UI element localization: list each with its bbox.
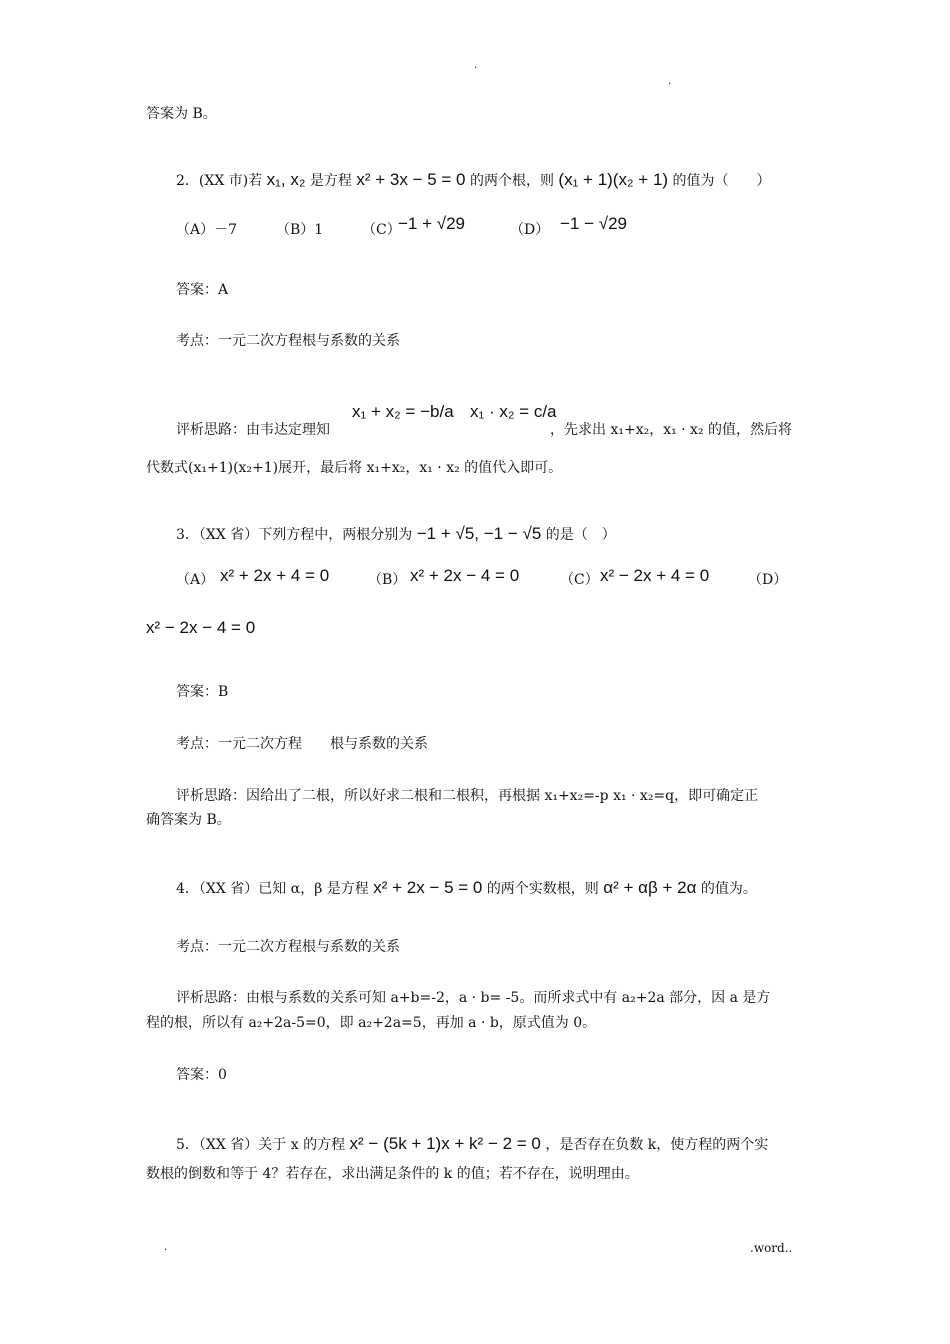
math-option-b: x² + 2x − 4 = 0 bbox=[410, 566, 520, 585]
question-5-stem: 5．（XX 省）关于 x 的方程 x² − (5k + 1)x + k² − 2 = 0 ，是否存在负数 k，使方程的两个实 bbox=[176, 1134, 769, 1153]
math-equation: x² + 2x − 5 = 0 bbox=[373, 878, 483, 897]
option-a: （A） bbox=[176, 572, 215, 588]
header-dot: . bbox=[474, 60, 478, 71]
math-expression: α² + αβ + 2α bbox=[603, 878, 697, 897]
answer: 答案：B bbox=[176, 684, 229, 700]
answer: 答案：0 bbox=[176, 1067, 227, 1083]
header-dot: . bbox=[668, 76, 672, 87]
analysis-line-2: 程的根，所以有 a₂+2a-5=0，即 a₂+2a=5，再加 a · b，原式值为 0。 bbox=[146, 1015, 597, 1031]
knowledge-point: 考点：一元二次方程根与系数的关系 bbox=[176, 939, 400, 955]
math-option-d: x² − 2x − 4 = 0 bbox=[146, 618, 256, 637]
math-expression: (x₁ + 1)(x₂ + 1) bbox=[558, 170, 669, 189]
math-option-c: x² − 2x + 4 = 0 bbox=[600, 566, 710, 585]
analysis-line-1: 评析思路：由韦达定理知 bbox=[176, 422, 330, 438]
analysis-line-1: 评析思路：因给出了二根，所以好求二根和二根积，再根据 x₁+x₂=-p x₁ · x₂=q，即可确定正 bbox=[176, 788, 759, 804]
question-5-line-2: 数根的倒数和等于 4？若存在，求出满足条件的 k 的值；若不存在，说明理由。 bbox=[146, 1166, 639, 1182]
math-equation: x² − (5k + 1)x + k² − 2 = 0 bbox=[349, 1134, 541, 1153]
option-b: （B）1 bbox=[276, 222, 324, 238]
question-3-stem: 3．（XX 省）下列方程中，两根分别为 −1 + √5, −1 − √5 的是（ ） bbox=[176, 524, 616, 543]
analysis-line-1b: ，先求出 x₁+x₂，x₁ · x₂ 的值，然后将 bbox=[550, 422, 793, 438]
option-c: （C） bbox=[560, 572, 599, 588]
math-roots: x₁, x₂ bbox=[266, 170, 306, 189]
analysis-line-2: 代数式(x₁+1)(x₂+1)展开，最后将 x₁+x₂，x₁ · x₂ 的值代入即可。 bbox=[146, 460, 563, 476]
analysis-line-1: 评析思路：由根与系数的关系可知 a+b=-2，a · b= -5。而所求式中有 a₂+2a 部分，因 a 是方 bbox=[176, 990, 771, 1006]
option-d: （D） bbox=[510, 222, 550, 238]
knowledge-point: 考点：一元二次方程 根与系数的关系 bbox=[176, 736, 428, 752]
option-a: （A）－7 bbox=[176, 222, 238, 238]
knowledge-point: 考点：一元二次方程根与系数的关系 bbox=[176, 333, 400, 349]
math-roots: −1 + √5, −1 − √5 bbox=[416, 524, 542, 543]
math-vieta-sum: x₁ + x₂ = −b/a bbox=[352, 402, 454, 421]
math-vieta-product: x₁ · x₂ = c/a bbox=[470, 402, 557, 421]
footer-dot: . bbox=[164, 1242, 168, 1253]
math-option-a: x² + 2x + 4 = 0 bbox=[220, 566, 330, 585]
option-c: （C） bbox=[362, 222, 401, 238]
math-equation: x² + 3x − 5 = 0 bbox=[356, 170, 466, 189]
answer-line: 答案为 B。 bbox=[146, 106, 217, 122]
math-option-d: −1 − √29 bbox=[560, 214, 627, 233]
question-2-stem: 2．(XX 市)若 x₁, x₂ 是方程 x² + 3x − 5 = 0 的两个根，则 (x₁ + 1)(x₂ + 1) 的值为（ ） bbox=[176, 170, 771, 189]
footer-word: .word.. bbox=[750, 1241, 793, 1255]
analysis-line-2: 确答案为 B。 bbox=[146, 812, 231, 828]
option-b: （B） bbox=[368, 572, 407, 588]
option-d: （D） bbox=[748, 572, 788, 588]
question-4-stem: 4．（XX 省）已知 α，β 是方程 x² + 2x − 5 = 0 的两个实数根，则 α² + αβ + 2α 的值为。 bbox=[176, 878, 757, 897]
math-option-c: −1 + √29 bbox=[398, 214, 465, 233]
answer: 答案：A bbox=[176, 282, 229, 298]
